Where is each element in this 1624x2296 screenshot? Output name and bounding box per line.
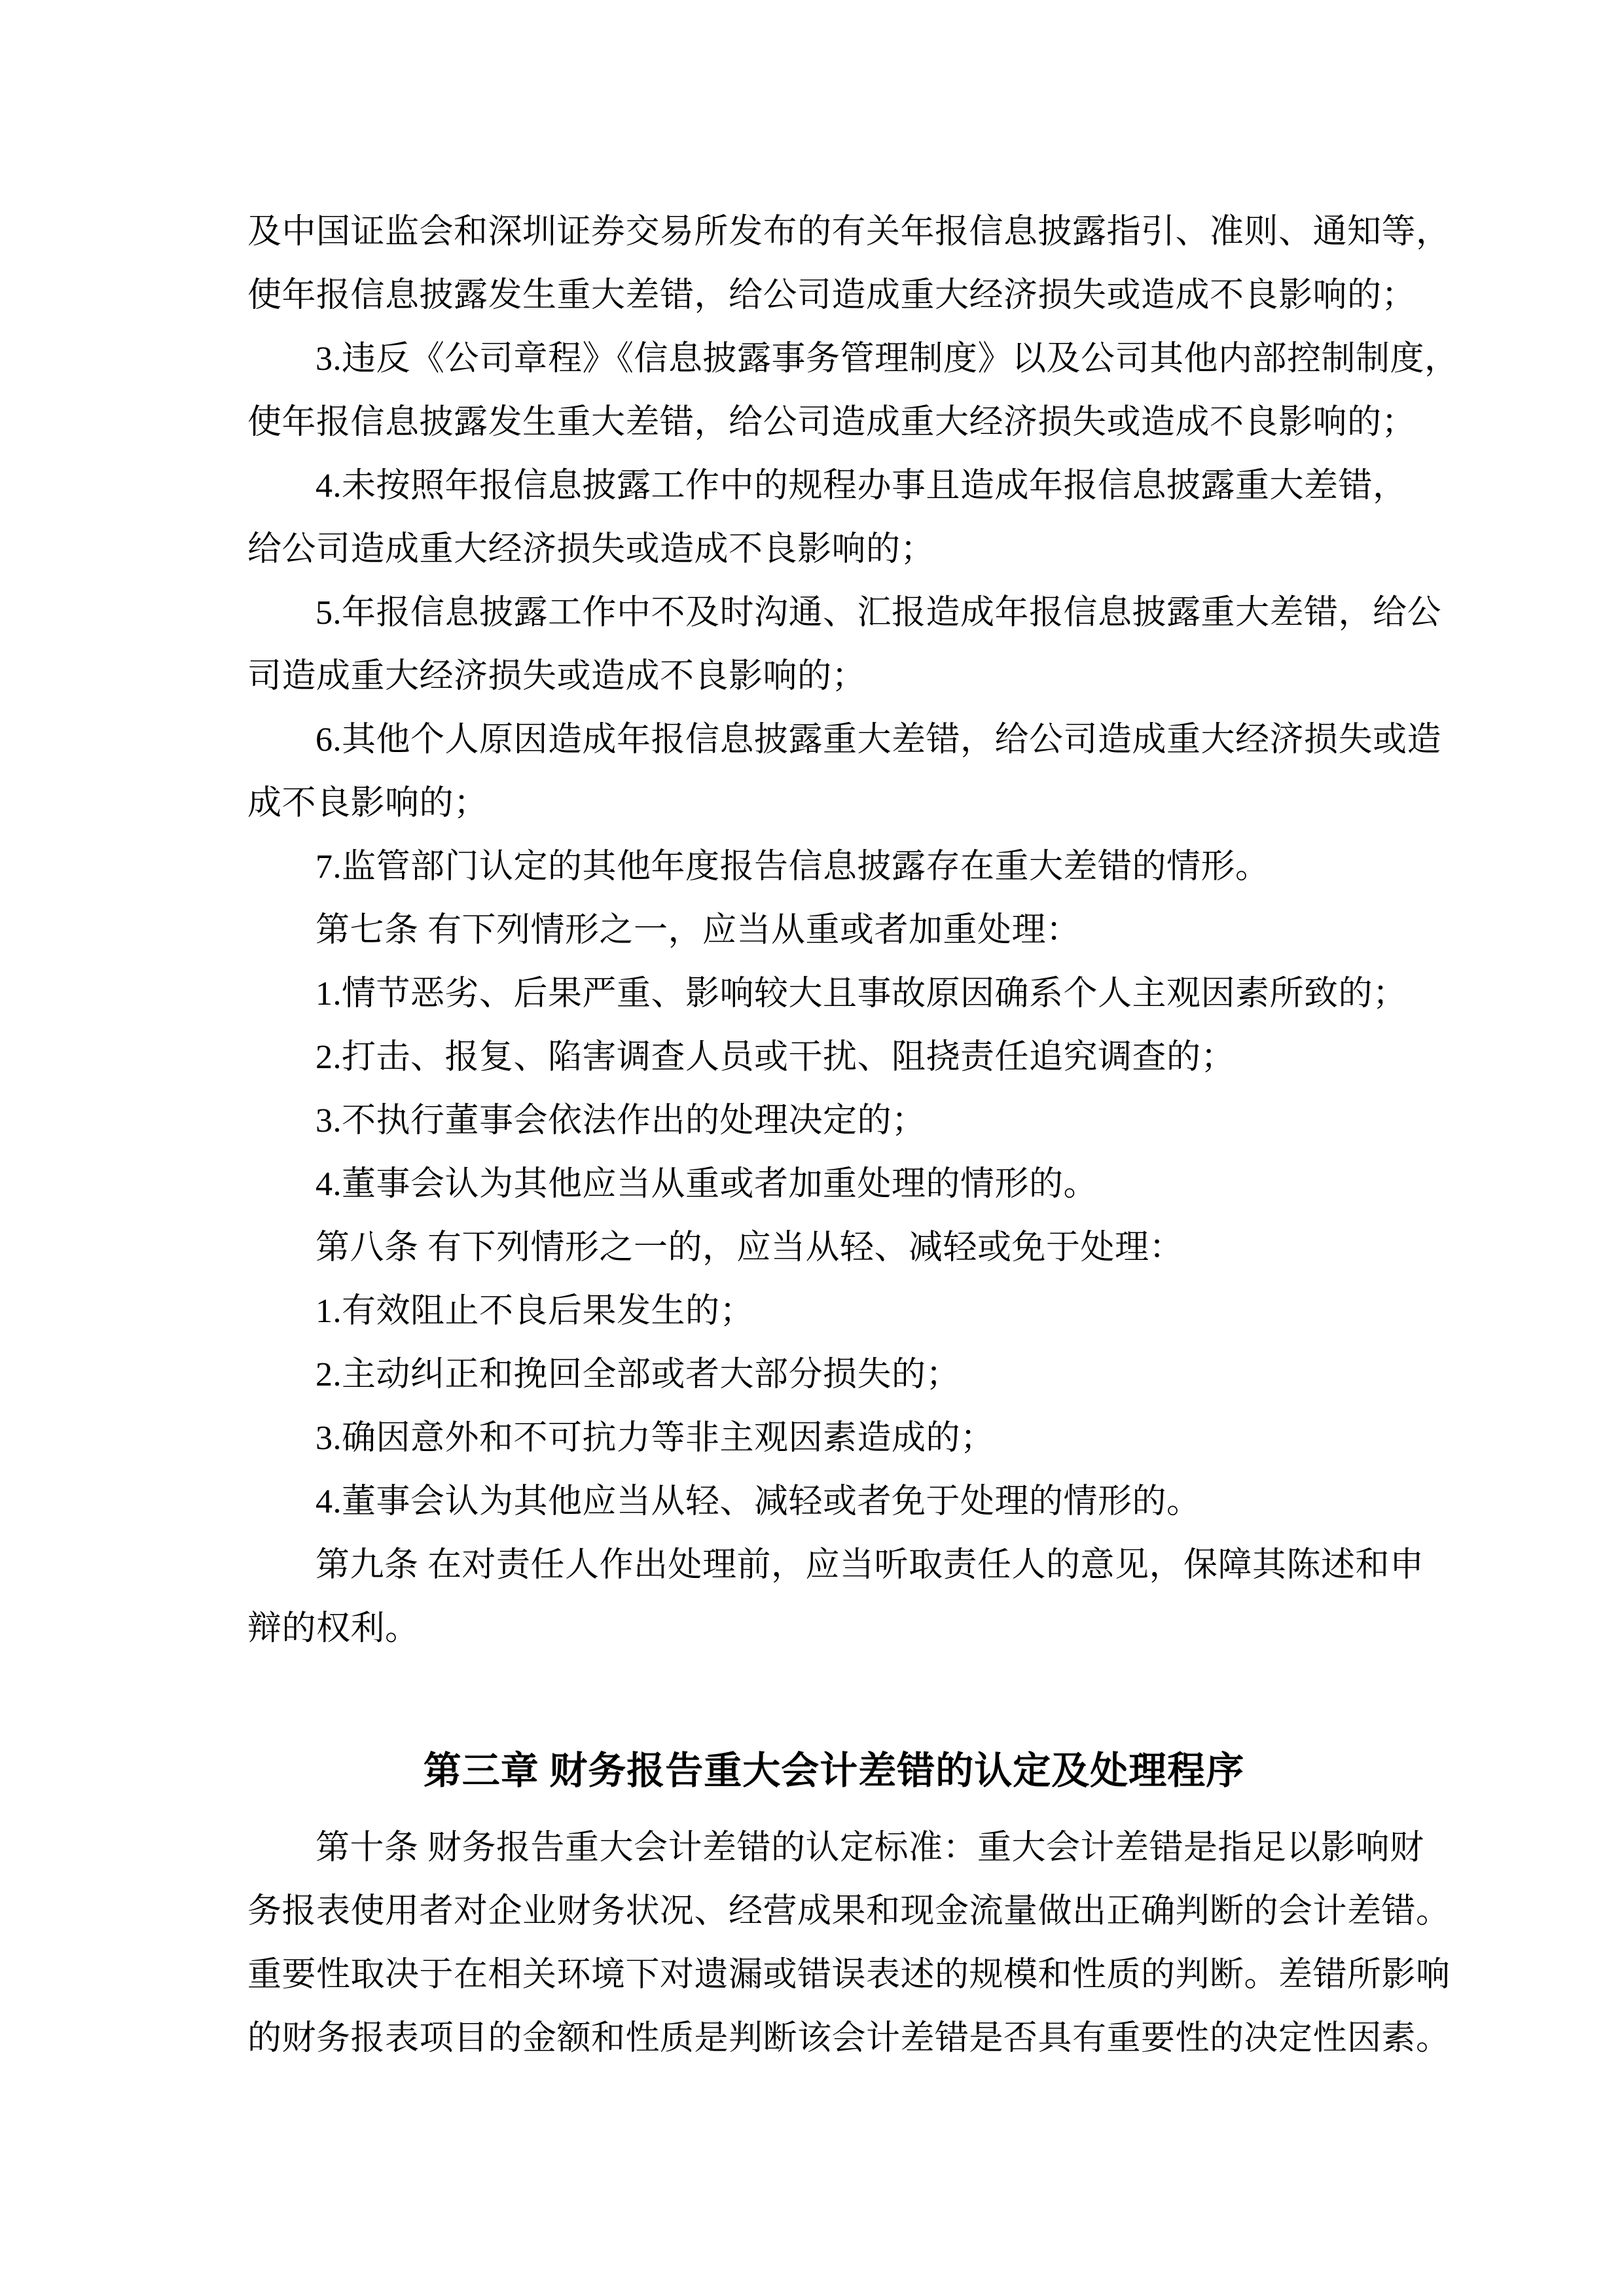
text-line: 4.董事会认为其他应当从重或者加重处理的情形的。 bbox=[316, 1166, 1098, 1203]
text-line: 1.有效阻止不良后果发生的； bbox=[316, 1293, 755, 1330]
text-line: 1.情节恶劣、后果严重、影响较大且事故原因确系个人主观因素所致的； bbox=[316, 975, 1407, 1013]
text-line: 3.不执行董事会依法作出的处理决定的； bbox=[316, 1102, 926, 1139]
document-body bbox=[247, 200, 1459, 2070]
text-line: 第七条 有下列情形之一，应当从重或者加重处理： bbox=[316, 912, 1081, 949]
text-line: 5.年报信息披露工作中不及时沟通、汇报造成年报信息披露重大差错，给公 bbox=[316, 594, 1442, 632]
text-line: 重要性取决于在相关环境下对遗漏或错误表述的规模和性质的判断。差错所影响 bbox=[247, 1956, 1451, 1994]
text-line: 给公司造成重大经济损失或造成不良影响的； bbox=[247, 531, 935, 568]
text-line: 第八条 有下列情形之一的，应当从轻、减轻或免于处理： bbox=[316, 1229, 1184, 1266]
chapter-heading: 第三章 财务报告重大会计差错的认定及处理程序 bbox=[423, 1749, 1245, 1792]
text-line: 及中国证监会和深圳证券交易所发布的有关年报信息披露指引、准则、通知等， bbox=[247, 213, 1451, 251]
text-line: 司造成重大经济损失或造成不良影响的； bbox=[247, 658, 867, 695]
text-line: 第九条 在对责任人作出处理前，应当听取责任人的意见，保障其陈述和申 bbox=[316, 1547, 1424, 1584]
text-line: 的财务报表项目的金额和性质是判断该会计差错是否具有重要性的决定性因素。 bbox=[247, 2020, 1451, 2057]
body-text-block bbox=[247, 200, 1459, 1660]
text-line: 6.其他个人原因造成年报信息披露重大差错，给公司造成重大经济损失或造 bbox=[316, 721, 1442, 759]
text-line: 3.违反《公司章程》《信息披露事务管理制度》以及公司其他内部控制制度， bbox=[316, 340, 1459, 378]
text-line: 辩的权利。 bbox=[247, 1610, 420, 1647]
text-line: 3.确因意外和不可抗力等非主观因素造成的； bbox=[316, 1420, 995, 1457]
text-line: 2.主动纠正和挽回全部或者大部分损失的； bbox=[316, 1356, 961, 1393]
text-line: 第十条 财务报告重大会计差错的认定标准：重大会计差错是指足以影响财 bbox=[316, 1829, 1424, 1867]
text-line: 2.打击、报复、陷害调查人员或干扰、阻挠责任追究调查的； bbox=[316, 1039, 1236, 1076]
text-line: 7.监管部门认定的其他年度报告信息披露存在重大差错的情形。 bbox=[316, 848, 1270, 886]
text-line: 务报表使用者对企业财务状况、经营成果和现金流量做出正确判断的会计差错。 bbox=[247, 1893, 1451, 1930]
text-line: 使年报信息披露发生重大差错，给公司造成重大经济损失或造成不良影响的； bbox=[247, 404, 1416, 441]
text-line: 使年报信息披露发生重大差错，给公司造成重大经济损失或造成不良影响的； bbox=[247, 277, 1416, 314]
text-line: 4.未按照年报信息披露工作中的规程办事且造成年报信息披露重大差错， bbox=[316, 467, 1407, 505]
chapter-text-block bbox=[247, 1816, 1451, 2070]
text-line: 4.董事会认为其他应当从轻、减轻或者免于处理的情形的。 bbox=[316, 1483, 1201, 1520]
text-line: 成不良影响的； bbox=[247, 785, 488, 822]
